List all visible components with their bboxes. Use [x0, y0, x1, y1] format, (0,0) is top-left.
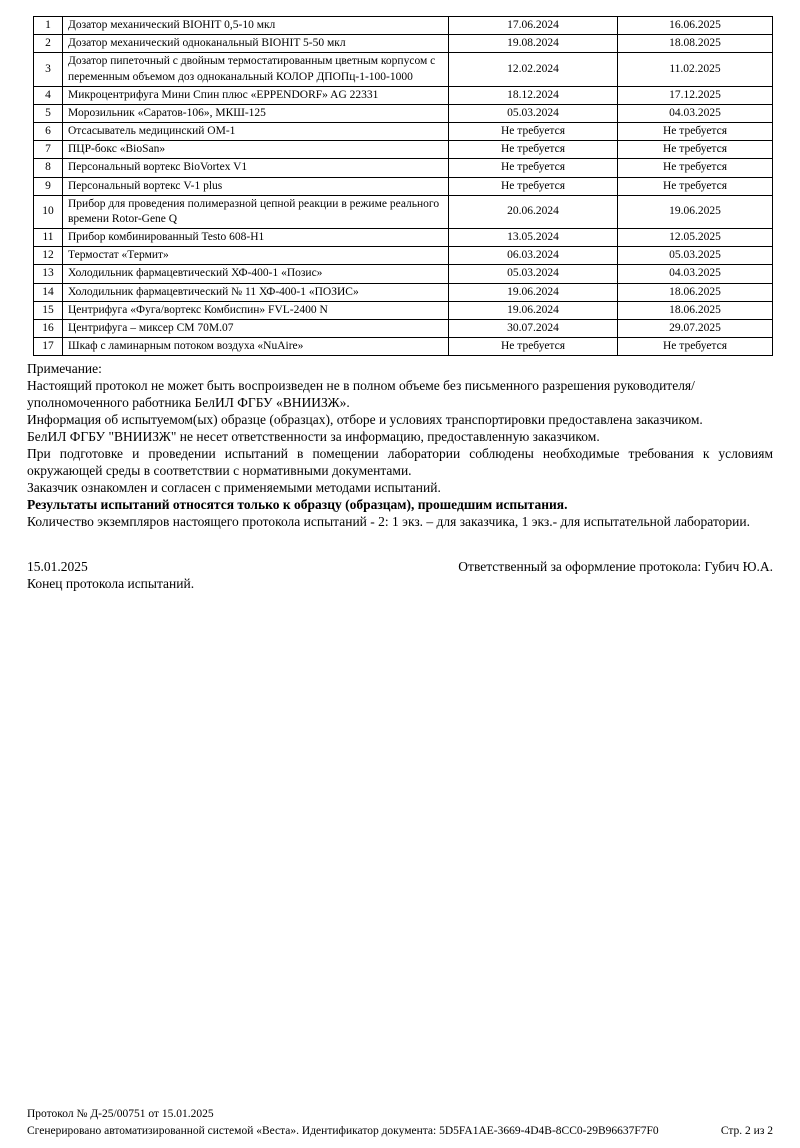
table-row — [34, 247, 773, 265]
table-row — [34, 301, 773, 319]
cell-verified: 17.06.2024 — [449, 17, 618, 35]
note-paragraph: БелИЛ ФГБУ "ВНИИЗЖ" не несет ответственности за информацию, предоставленную заказчиком. — [27, 429, 600, 445]
footer-page-number: Стр. 2 из 2 — [720, 1125, 773, 1137]
cell-name: Дозатор механический одноканальный BIOHIT 5-50 мкл — [63, 35, 449, 53]
cell-valid: 12.05.2025 — [618, 229, 773, 247]
cell-valid: 18.06.2025 — [618, 283, 773, 301]
cell-verified: 13.05.2024 — [449, 229, 618, 247]
table-row — [34, 229, 773, 247]
note-paragraph: Информация об испытуемом(ых) образце (образцах), отборе и условиях транспортировки предоставлена заказчиком. — [27, 412, 703, 428]
cell-verified: 19.06.2024 — [449, 283, 618, 301]
table-row — [34, 319, 773, 337]
cell-name: ПЦР-бокс «BioSan» — [63, 141, 449, 159]
table-row — [34, 283, 773, 301]
cell-valid: 05.03.2025 — [618, 247, 773, 265]
cell-valid: Не требуется — [618, 159, 773, 177]
cell-verified: Не требуется — [449, 338, 618, 356]
cell-valid: 04.03.2025 — [618, 104, 773, 122]
cell-name: Дозатор механический BIOHIT 0,5-10 мкл — [63, 17, 449, 35]
cell-num: 11 — [34, 229, 63, 247]
cell-num: 1 — [34, 17, 63, 35]
cell-valid: Не требуется — [618, 177, 773, 195]
end-of-protocol-line: Конец протокола испытаний. — [27, 576, 195, 592]
note-paragraph: Примечание: — [27, 361, 102, 377]
cell-name: Отсасыватель медицинский ОМ-1 — [63, 123, 449, 141]
cell-verified: 30.07.2024 — [449, 319, 618, 337]
table-row — [34, 17, 773, 35]
cell-valid: Не требуется — [618, 141, 773, 159]
cell-valid: Не требуется — [618, 338, 773, 356]
cell-num: 16 — [34, 319, 63, 337]
cell-name: Персональный вортекс BioVortex V1 — [63, 159, 449, 177]
cell-name: Микроцентрифуга Мини Спин плюс «EPPENDORF» AG 22331 — [63, 86, 449, 104]
note-paragraph: При подготовке и проведении испытаний в помещении лаборатории соблюдены необходимые требования к условиям окружающей среды в соответствии с нормативными документами. — [27, 446, 773, 479]
cell-num: 12 — [34, 247, 63, 265]
cell-num: 15 — [34, 301, 63, 319]
cell-num: 4 — [34, 86, 63, 104]
cell-valid: 17.12.2025 — [618, 86, 773, 104]
table-row — [34, 53, 773, 86]
footer-protocol-number: Протокол № Д-25/00751 от 15.01.2025 — [27, 1108, 214, 1120]
table-row — [34, 35, 773, 53]
cell-verified: 05.03.2024 — [449, 104, 618, 122]
table-row — [34, 123, 773, 141]
cell-verified: 06.03.2024 — [449, 247, 618, 265]
cell-verified: Не требуется — [449, 159, 618, 177]
cell-valid: 19.06.2025 — [618, 195, 773, 228]
cell-name: Шкаф с ламинарным потоком воздуха «NuAire» — [63, 338, 449, 356]
cell-name: Термостат «Термит» — [63, 247, 449, 265]
table-row — [34, 177, 773, 195]
cell-verified: 18.12.2024 — [449, 86, 618, 104]
cell-name: Центрифуга «Фуга/вортекс Комбиспин» FVL-2400 N — [63, 301, 449, 319]
table-row — [34, 104, 773, 122]
table-row — [34, 159, 773, 177]
signature-row — [27, 558, 773, 575]
cell-num: 10 — [34, 195, 63, 228]
note-paragraph: Заказчик ознакомлен и согласен с применяемыми методами испытаний. — [27, 480, 441, 496]
table-row — [34, 86, 773, 104]
cell-verified: 20.06.2024 — [449, 195, 618, 228]
cell-valid: 16.06.2025 — [618, 17, 773, 35]
note-paragraph: Настоящий протокол не может быть воспроизведен не в полном объеме без письменного разрешения руководителя/уполномоченного работника БелИЛ ФГБУ «ВНИИЗЖ». — [27, 378, 695, 411]
cell-name: Дозатор пипеточный с двойным термостатированным цветным корпусом с переменным объемом доз одноканальный КОЛОР ДПОПц-1-100-1000 — [63, 53, 449, 86]
protocol-date: 15.01.2025 — [27, 559, 88, 575]
responsible-person: Ответственный за оформление протокола: Губич Ю.А. — [458, 559, 773, 575]
page-footer — [27, 1106, 773, 1140]
cell-num: 5 — [34, 104, 63, 122]
cell-name: Прибор для проведения полимеразной цепной реакции в режиме реального времени Rotor-Gene Q — [63, 195, 449, 228]
cell-num: 7 — [34, 141, 63, 159]
cell-num: 6 — [34, 123, 63, 141]
table-row — [34, 195, 773, 228]
cell-valid: 11.02.2025 — [618, 53, 773, 86]
cell-verified: 12.02.2024 — [449, 53, 618, 86]
cell-verified: Не требуется — [449, 123, 618, 141]
cell-num: 2 — [34, 35, 63, 53]
document-page — [0, 16, 800, 1148]
cell-num: 3 — [34, 53, 63, 86]
footer-generated-line: Сгенерировано автоматизированной системой «Веста». Идентификатор документа: 5D5FA1AE-3669-4D4B-8CC0-29B96637F7F0 — [27, 1125, 659, 1137]
cell-num: 13 — [34, 265, 63, 283]
cell-verified: 05.03.2024 — [449, 265, 618, 283]
cell-num: 17 — [34, 338, 63, 356]
cell-name: Прибор комбинированный Testo 608-H1 — [63, 229, 449, 247]
cell-valid: 04.03.2025 — [618, 265, 773, 283]
note-paragraph: Результаты испытаний относятся только к образцу (образцам), прошедшим испытания. — [27, 497, 568, 513]
cell-num: 8 — [34, 159, 63, 177]
cell-valid: Не требуется — [618, 123, 773, 141]
cell-name: Персональный вортекс V-1 plus — [63, 177, 449, 195]
note-paragraph: Количество экземпляров настоящего протокола испытаний - 2: 1 экз. – для заказчика, 1 экз.- для испытательной лаборатории. — [27, 514, 750, 530]
cell-valid: 18.06.2025 — [618, 301, 773, 319]
cell-verified: 19.06.2024 — [449, 301, 618, 319]
cell-name: Холодильник фармацевтический ХФ-400-1 «Позис» — [63, 265, 449, 283]
equipment-table — [33, 16, 773, 356]
cell-valid: 18.08.2025 — [618, 35, 773, 53]
cell-name: Центрифуга – миксер СМ 70М.07 — [63, 319, 449, 337]
cell-name: Морозильник «Саратов-106», МКШ-125 — [63, 104, 449, 122]
cell-num: 14 — [34, 283, 63, 301]
equipment-table-body — [34, 17, 773, 356]
cell-verified: 19.08.2024 — [449, 35, 618, 53]
cell-name: Холодильник фармацевтический № 11 ХФ-400-1 «ПОЗИС» — [63, 283, 449, 301]
table-row — [34, 265, 773, 283]
cell-verified: Не требуется — [449, 141, 618, 159]
cell-num: 9 — [34, 177, 63, 195]
table-row — [34, 141, 773, 159]
notes-paragraphs — [27, 360, 773, 530]
cell-verified: Не требуется — [449, 177, 618, 195]
cell-valid: 29.07.2025 — [618, 319, 773, 337]
table-row — [34, 338, 773, 356]
equipment-table-section — [33, 16, 772, 356]
